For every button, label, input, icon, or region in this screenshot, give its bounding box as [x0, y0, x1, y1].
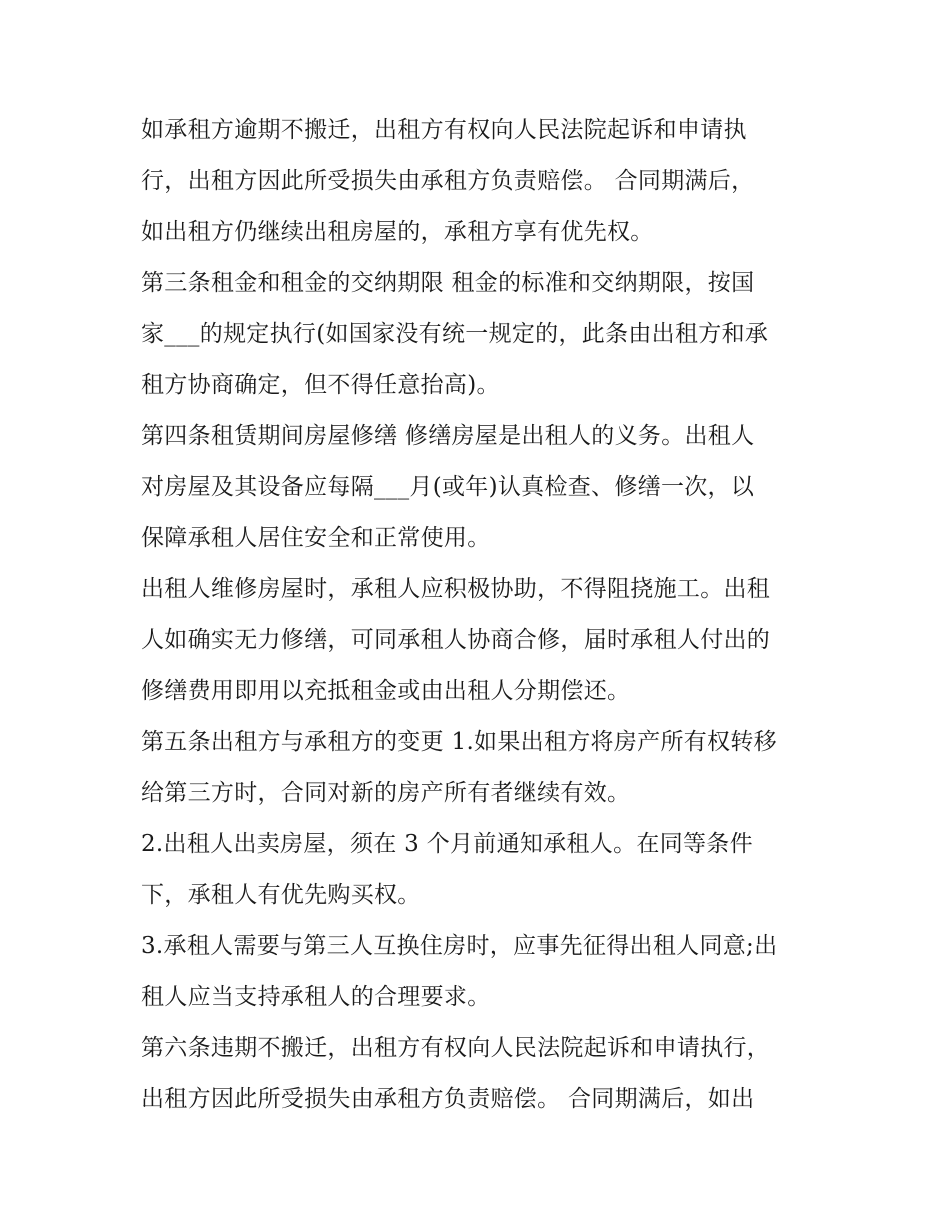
- text-line: 给第三方时，合同对新的房产所有者继续有效。: [141, 780, 631, 806]
- text-line: 家___的规定执行(如国家没有统一规定的，此条由出租方和承: [141, 321, 769, 347]
- text-line: 下，承租人有优先购买权。: [141, 882, 421, 908]
- text-line: 保障承租人居住安全和正常使用。: [141, 525, 491, 551]
- text-line: 修缮费用即用以充抵租金或由出租人分期偿还。: [141, 678, 631, 704]
- text-line: 出租人维修房屋时，承租人应积极协助，不得阻挠施工。出租: [141, 576, 771, 602]
- text-line: 租方协商确定，但不得任意抬高)。: [141, 372, 500, 398]
- text-line: 人如确实无力修缮，可同承租人协商合修，届时承租人付出的: [141, 627, 771, 653]
- text-line: 2.出租人出卖房屋，须在 3 个月前通知承租人。在同等条件: [141, 831, 753, 857]
- text-line: 如承租方逾期不搬迁，出租方有权向人民法院起诉和申请执: [141, 117, 747, 143]
- text-line: 第六条违期不搬迁，出租方有权向人民法院起诉和申请执行，: [141, 1035, 771, 1061]
- text-line: 3.承租人需要与第三人互换住房时，应事先征得出租人同意;出: [141, 933, 778, 959]
- text-line: 对房屋及其设备应每隔___月(或年)认真检查、修缮一次，以: [141, 474, 755, 500]
- text-line: 租人应当支持承租人的合理要求。: [141, 984, 491, 1010]
- text-line: 出租方因此所受损失由承租方负责赔偿。 合同期满后，如出: [141, 1086, 755, 1112]
- text-line: 第三条租金和租金的交纳期限 租金的标准和交纳期限，按国: [141, 270, 755, 296]
- document-body: [141, 105, 821, 1125]
- text-line: 第四条租赁期间房屋修缮 修缮房屋是出租人的义务。出租人: [141, 423, 755, 449]
- text-line: 如出租方仍继续出租房屋的，承租方享有优先权。: [141, 219, 654, 245]
- text-line: 行，出租方因此所受损失由承租方负责赔偿。 合同期满后，: [141, 168, 755, 194]
- text-line: 第五条出租方与承租方的变更 1.如果出租方将房产所有权转移: [141, 729, 777, 755]
